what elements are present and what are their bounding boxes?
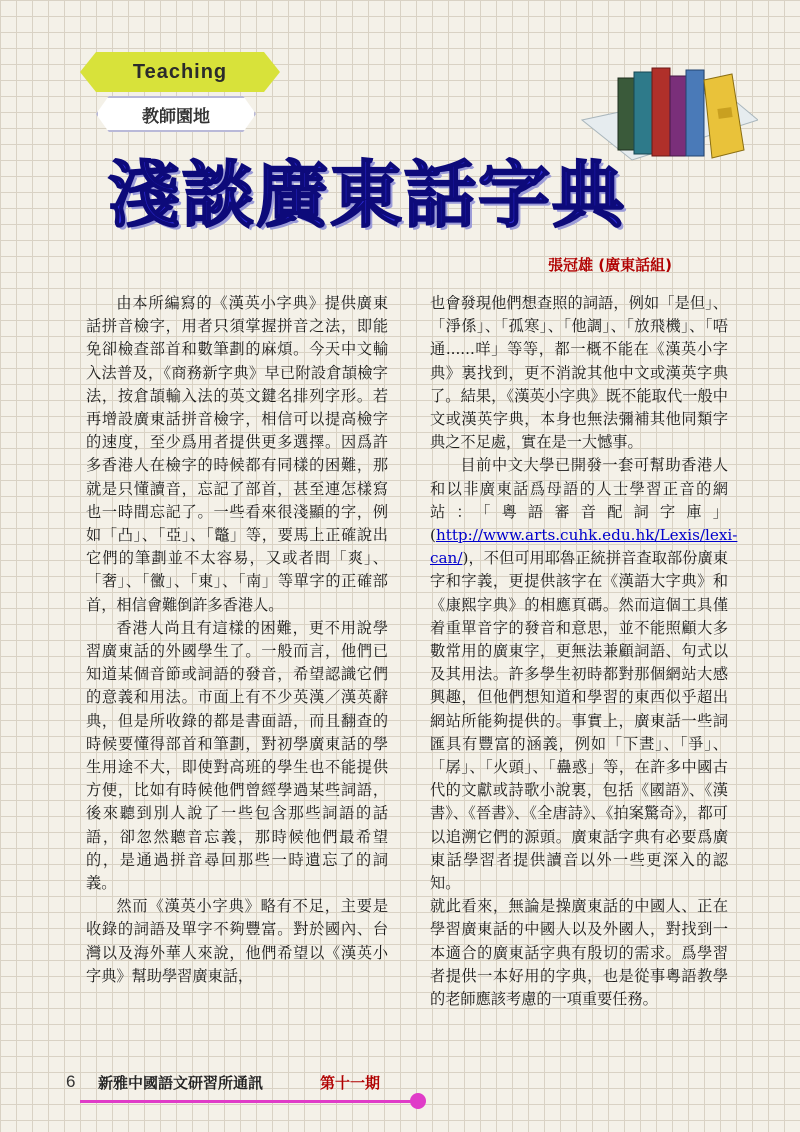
paragraph: 香港人尚且有這樣的困難，更不用說學習廣東話的外國學生了。一般而言，他們已知道某個音節或詞語的發音，希望認識它們的意義和用法。市面上有不少英漢／漢英辭典，但是所收錄的都是書面語，而且翻查的時候要懂得部首和筆劃，對初學廣東話的學生用途不大，即使對高班的學生也不能提供方便，比如有時候他們曾經學過某些詞語，後來聽到別人說了一些包含那些詞語的話語，卻忽然聽音忘義，那時候他們最希望的，是通過拼音尋回那些一時遺忘了的詞義。 <box>86 618 388 893</box>
issue-number: 第十一期 <box>320 1074 381 1092</box>
section-label: Teaching <box>132 60 228 83</box>
paragraph: 也會發現他們想查照的詞語，例如「是但」、「淨係」、「孤寒」、「他調」、「放飛機」、「唔通......咩」等等，都一概不能在《漢英小字典》裏找到，更不消說其他中文或漢英字典了。結果，《漢英小字典》既不能取代一般中文或漢英字典，本身也無法彌補其他同類字典之不足處，實在是一大憾事。 <box>430 294 728 452</box>
publication-name: 新雅中國語文研習所通訊 <box>98 1074 264 1092</box>
paragraph: 就此看來，無論是操廣東話的中國人、正在學習廣東話的中國人以及外國人，對找到一本適合的廣東話字典有殷切的需求。爲學習者提供一本好用的字典，也是從事粵語教學的老師應該考慮的一項重要任務。 <box>430 897 728 1009</box>
right-column <box>430 292 738 1011</box>
footer-dot <box>410 1093 426 1109</box>
paragraph-text: )，不但可用耶魯正統拼音查取部份廣東字和字義，更提供該字在《漢語大字典》和《康熙字典》的相應頁碼。然而這個工具僅着重單音字的發音和意思，並不能照顧大多數常用的廣東字，更無法兼顧詞語、句式以及其用法。許多學生初時都對那個網站大感興趣，但他們想知道和學習的東西似乎超出網站所能夠提供的。事實上，廣東話一些詞匯具有豐富的涵義，例如「下晝」、「爭」、「孱」、「火頭」、「蠱惑」等，在許多中國古代的文獻或詩歌小說裏，包括《國語》、《漢書》、《晉書》、《全唐詩》、《拍案驚奇》，都可以追溯它們的源頭。廣東話字典有必要爲廣東話學習者提供讀音以外一些更深入的認知。 <box>430 549 728 893</box>
left-column <box>86 292 388 988</box>
page-number: 6 <box>66 1072 76 1091</box>
section-subtitle: 教師園地 <box>142 106 210 127</box>
lexis-website-link[interactable]: http://www.arts.cuhk.edu.hk/Lexis/lexi-can/ <box>430 526 738 568</box>
author-byline: 張冠雄 (廣東話組) <box>548 256 672 274</box>
paragraph: 然而《漢英小字典》略有不足，主要是收錄的詞語及單字不夠豐富。對於國內、台灣以及海外華人來說，他們希望以《漢英小字典》幫助學習廣東話， <box>86 897 388 985</box>
paragraph-text: 目前中文大學已開發一套可幫助香港人和以非廣東話爲母語的人士學習正音的網站：「粵語審音配詞字庫」( <box>430 456 728 545</box>
paragraph: 由本所編寫的《漢英小字典》提供廣東話拼音檢字，用者只須掌握拼音之法，即能免卻檢查部首和數筆劃的麻煩。今天中文輸入法普及，《商務新字典》早已附設倉頡檢字法，按倉頡輸入法的英文鍵名排列字形。若再增設廣東話拼音檢字，相信可以提高檢字的速度，至少爲用者提供更多選擇。因爲許多香港人在檢字的時候都有同樣的困難，那就是只懂讀音，忘記了部首，甚至連怎樣寫也一時間忘記了。一些看來很淺顯的字，例如「凸」、「亞」、「鼈」等，要馬上正確說出它們的筆劃並不太容易，又或者問「爽」、「奢」、「黴」、「東」、「南」等單字的正確部首，相信會難倒許多香港人。 <box>86 294 388 614</box>
section-banner <box>80 52 280 92</box>
footer-divider <box>80 1100 418 1103</box>
paragraph-with-link <box>430 454 738 895</box>
section-subtitle-banner <box>96 96 256 132</box>
article-title: 淺談廣東話字典 <box>108 153 627 237</box>
